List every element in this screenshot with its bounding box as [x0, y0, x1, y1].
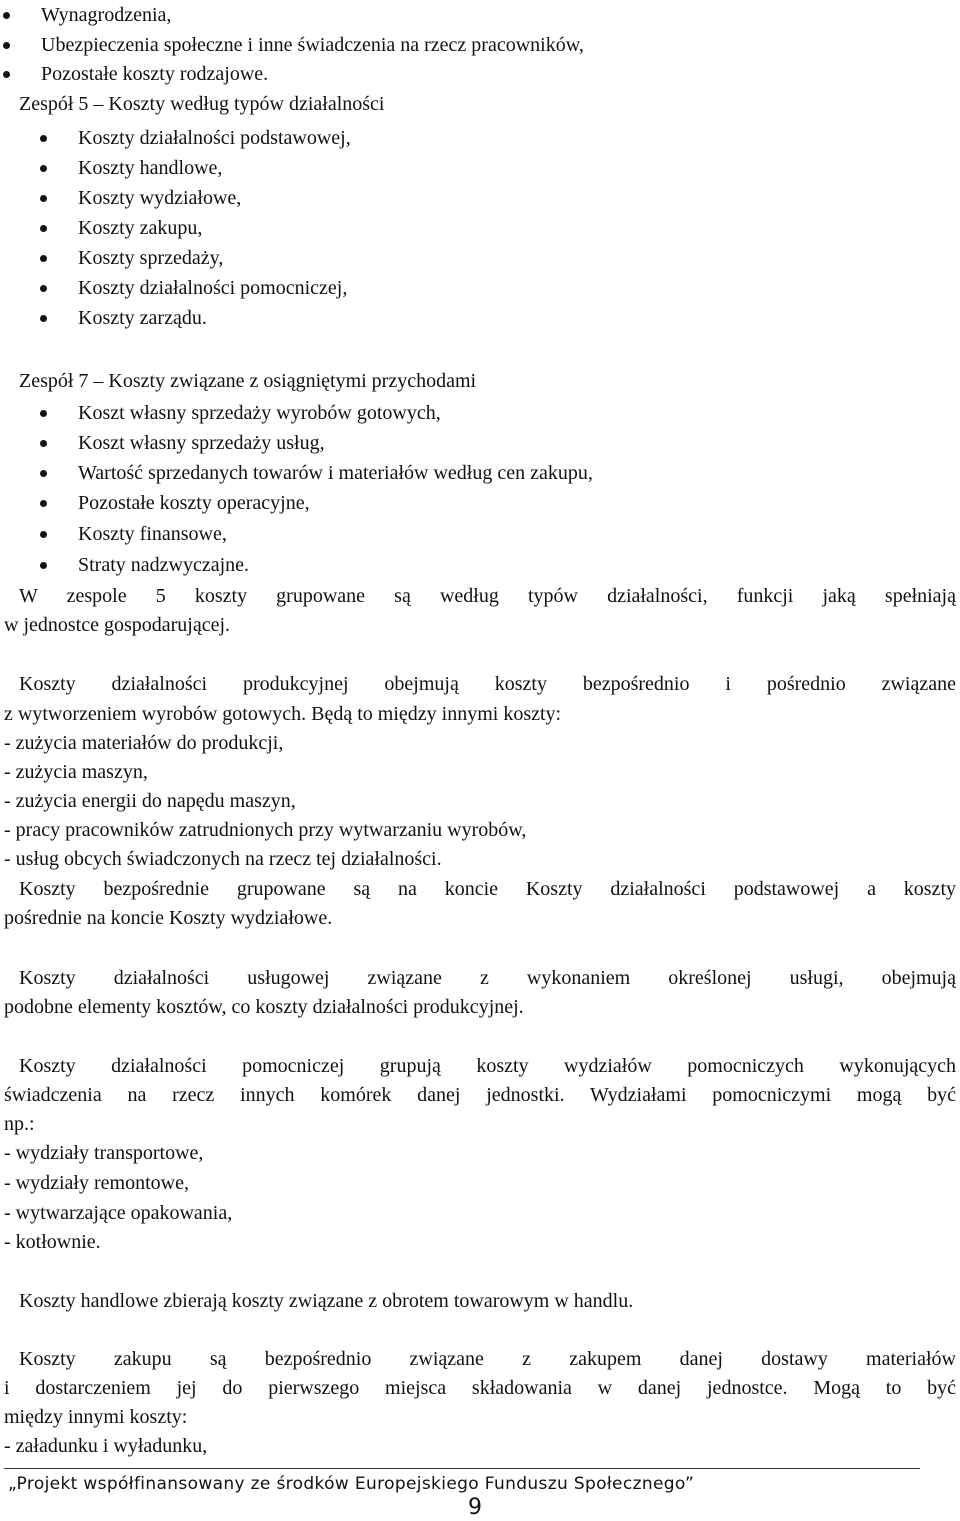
section-heading-zespol7: Zespół 7 – Koszty związane z osiągniętymi przychodami	[19, 370, 477, 392]
section-heading-zespol5: Zespół 5 – Koszty według typów działalności	[19, 93, 385, 115]
paragraph-line: Koszty działalności pomocniczej grupują koszty wydziałów pomocniczych wykonujących	[19, 1055, 956, 1077]
dash-list-item: - wydziały remontowe,	[4, 1172, 189, 1194]
dash-list-item: - kotłownie.	[4, 1231, 101, 1253]
page-number: 9	[468, 1495, 482, 1520]
list-item: Koszty zakupu,	[78, 217, 203, 239]
list-item: Koszt własny sprzedaży wyrobów gotowych,	[78, 402, 441, 424]
dash-list-item: - załadunku i wyładunku,	[4, 1435, 208, 1457]
dash-list-item: - wytwarzające opakowania,	[4, 1202, 233, 1224]
paragraph-line: Koszty handlowe zbierają koszty związane z obrotem towarowym w handlu.	[19, 1290, 634, 1312]
paragraph-line: w jednostce gospodarującej.	[4, 614, 231, 636]
list-item: Pozostałe koszty rodzajowe.	[41, 63, 269, 85]
paragraph-line: podobne elementy kosztów, co koszty działalności produkcyjnej.	[4, 996, 524, 1018]
paragraph-line: z wytworzeniem wyrobów gotowych. Będą to między innymi koszty:	[4, 703, 562, 725]
list-item: Koszty finansowe,	[78, 523, 227, 545]
paragraph-line: Koszty bezpośrednie grupowane są na koncie Koszty działalności podstawowej a koszty	[19, 878, 956, 900]
list-item: Koszty wydziałowe,	[78, 187, 242, 209]
list-item: Koszty działalności pomocniczej,	[78, 277, 348, 299]
dash-list-item: - usług obcych świadczonych na rzecz tej działalności.	[4, 848, 442, 870]
list-item: Koszty działalności podstawowej,	[78, 127, 351, 149]
paragraph-line: Koszty działalności usługowej związane z wykonaniem określonej usługi, obejmują	[19, 967, 956, 989]
paragraph-line: i dostarczeniem jej do pierwszego miejsca składowania w danej jednostce. Mogą to być	[4, 1377, 956, 1399]
paragraph-line: między innymi koszty:	[4, 1406, 188, 1428]
paragraph-line: pośrednie na koncie Koszty wydziałowe.	[4, 907, 333, 929]
dash-list-item: - wydziały transportowe,	[4, 1142, 204, 1164]
paragraph-line: W zespole 5 koszty grupowane są według typów działalności, funkcji jaką spełniają	[19, 585, 956, 607]
dash-list-item: - zużycia energii do napędu maszyn,	[4, 790, 296, 812]
list-item: Wynagrodzenia,	[41, 4, 172, 26]
list-item: Koszty zarządu.	[78, 307, 207, 329]
list-item: Koszty sprzedaży,	[78, 247, 224, 269]
list-item: Koszt własny sprzedaży usług,	[78, 432, 325, 454]
dash-list-item: - zużycia materiałów do produkcji,	[4, 732, 284, 754]
paragraph-line: świadczenia na rzecz innych komórek danej jednostki. Wydziałami pomocniczymi mogą być	[4, 1084, 956, 1106]
list-item: Ubezpieczenia społeczne i inne świadczenia na rzecz pracowników,	[41, 34, 584, 56]
paragraph-line: Koszty działalności produkcyjnej obejmują koszty bezpośrednio i pośrednio związane	[19, 673, 956, 695]
list-item: Straty nadzwyczajne.	[78, 554, 250, 576]
list-item: Koszty handlowe,	[78, 157, 223, 179]
list-item: Pozostałe koszty operacyjne,	[78, 492, 310, 514]
paragraph-line: Koszty zakupu są bezpośrednio związane z zakupem danej dostawy materiałów	[19, 1348, 956, 1370]
paragraph-line: np.:	[4, 1113, 35, 1135]
dash-list-item: - zużycia maszyn,	[4, 761, 148, 783]
footer-text: „Projekt współfinansowany ze środków Europejskiego Funduszu Społecznego”	[8, 1474, 695, 1494]
footer-divider	[4, 1468, 920, 1469]
dash-list-item: - pracy pracowników zatrudnionych przy wytwarzaniu wyrobów,	[4, 819, 527, 841]
list-item: Wartość sprzedanych towarów i materiałów według cen zakupu,	[78, 462, 593, 484]
